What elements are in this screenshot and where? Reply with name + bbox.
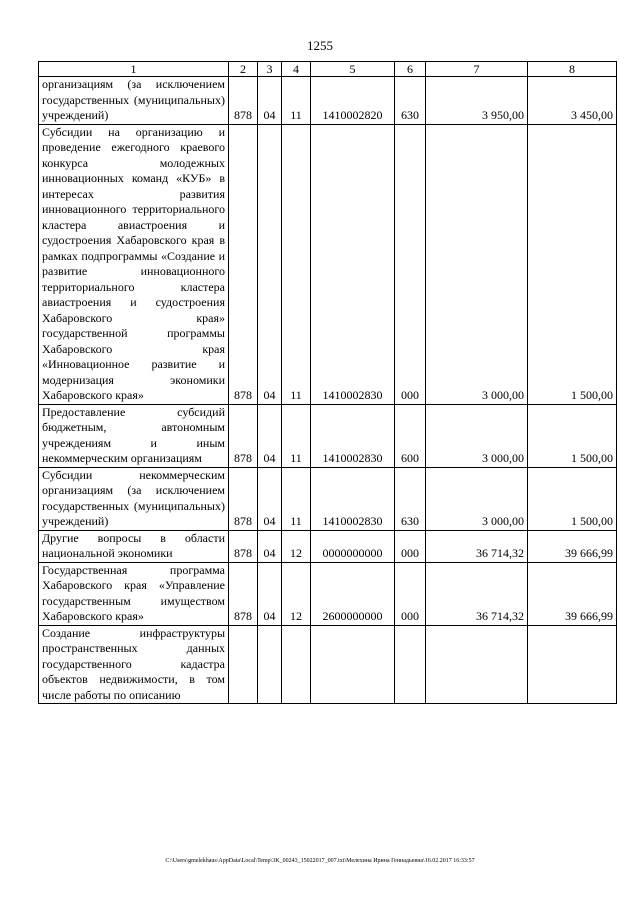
cell-target: 1410002830: [311, 467, 395, 530]
table-row: [39, 77, 617, 125]
cell-amount-1: 36 714,32: [426, 530, 528, 562]
cell-target: 1410002830: [311, 404, 395, 467]
cell-amount-2: 39 666,99: [528, 530, 617, 562]
column-header: 3: [258, 62, 282, 77]
file-path-footer: C:\Users\gmelekhaus\AppData\Local\Temp\3K_00243_15022017_007.txt\Мелехина Ирина Геннадьевна\16.02.2017 16:33:57: [165, 858, 475, 864]
table-row: [39, 467, 617, 530]
column-header: 7: [426, 62, 528, 77]
cell-amount-1: 3 000,00: [426, 467, 528, 530]
cell-target: 2600000000: [311, 562, 395, 625]
cell-section: [258, 625, 282, 704]
page-number: 1255: [307, 38, 333, 53]
cell-type: [395, 625, 426, 704]
cell-code: 878: [229, 404, 258, 467]
cell-type: 000: [395, 530, 426, 562]
cell-amount-1: 3 000,00: [426, 404, 528, 467]
cell-section: 04: [258, 530, 282, 562]
cell-section: 04: [258, 404, 282, 467]
cell-type: 600: [395, 404, 426, 467]
cell-code: 878: [229, 530, 258, 562]
cell-section: 04: [258, 77, 282, 125]
cell-code: 878: [229, 562, 258, 625]
cell-type: 000: [395, 562, 426, 625]
row-name: Создание инфраструктуры пространственных данных государственного кадастра объектов недвижимости, в том числе работы по описанию: [39, 625, 229, 704]
column-header: 6: [395, 62, 426, 77]
cell-subsection: 11: [282, 124, 311, 404]
cell-type: 630: [395, 77, 426, 125]
cell-subsection: [282, 625, 311, 704]
cell-target: 0000000000: [311, 530, 395, 562]
cell-amount-2: 1 500,00: [528, 124, 617, 404]
cell-section: 04: [258, 562, 282, 625]
cell-amount-1: 3 000,00: [426, 124, 528, 404]
column-header: 4: [282, 62, 311, 77]
table-row: [39, 625, 617, 704]
row-name: Другие вопросы в области национальной экономики: [39, 530, 229, 562]
row-name: Субсидии на организацию и проведение ежегодного краевого конкурса молодежных инновационных команд «КУБ» в интересах развития инновационного территориального кластера авиастроения и судостроения Хабаровского края в рамках подпрограммы «Создание и развитие инновационного территориального кластера авиастроения и судостроения Хабаровского края» государственной программы Хабаровского края «Инновационное развитие и модернизация экономики Хабаровского края»: [39, 124, 229, 404]
cell-target: 1410002830: [311, 124, 395, 404]
table-row: [39, 404, 617, 467]
cell-section: 04: [258, 467, 282, 530]
cell-subsection: 11: [282, 404, 311, 467]
column-header: 8: [528, 62, 617, 77]
row-name: Субсидии некоммерческим организациям (за исключением государственных (муниципальных) учреждений): [39, 467, 229, 530]
cell-target: [311, 625, 395, 704]
column-header: 1: [39, 62, 229, 77]
header-row: [39, 62, 617, 77]
cell-amount-2: [528, 625, 617, 704]
table-row: [39, 124, 617, 404]
budget-table: [38, 61, 617, 704]
column-header: 5: [311, 62, 395, 77]
cell-amount-1: 36 714,32: [426, 562, 528, 625]
column-header: 2: [229, 62, 258, 77]
cell-subsection: 12: [282, 562, 311, 625]
cell-code: [229, 625, 258, 704]
cell-amount-1: 3 950,00: [426, 77, 528, 125]
cell-target: 1410002820: [311, 77, 395, 125]
cell-code: 878: [229, 467, 258, 530]
cell-section: 04: [258, 124, 282, 404]
cell-amount-2: 39 666,99: [528, 562, 617, 625]
row-name: Государственная программа Хабаровского края «Управление государственным имуществом Хабаровского края»: [39, 562, 229, 625]
cell-subsection: 11: [282, 77, 311, 125]
cell-code: 878: [229, 77, 258, 125]
cell-amount-2: 1 500,00: [528, 467, 617, 530]
cell-code: 878: [229, 124, 258, 404]
cell-subsection: 11: [282, 467, 311, 530]
cell-amount-2: 1 500,00: [528, 404, 617, 467]
table-row: [39, 562, 617, 625]
cell-amount-1: [426, 625, 528, 704]
cell-type: 000: [395, 124, 426, 404]
cell-amount-2: 3 450,00: [528, 77, 617, 125]
row-name: организациям (за исключением государственных (муниципальных) учреждений): [39, 77, 229, 125]
cell-type: 630: [395, 467, 426, 530]
row-name: Предоставление субсидий бюджетным, автономным учреждениям и иным некоммерческим организациям: [39, 404, 229, 467]
table-row: [39, 530, 617, 562]
cell-subsection: 12: [282, 530, 311, 562]
